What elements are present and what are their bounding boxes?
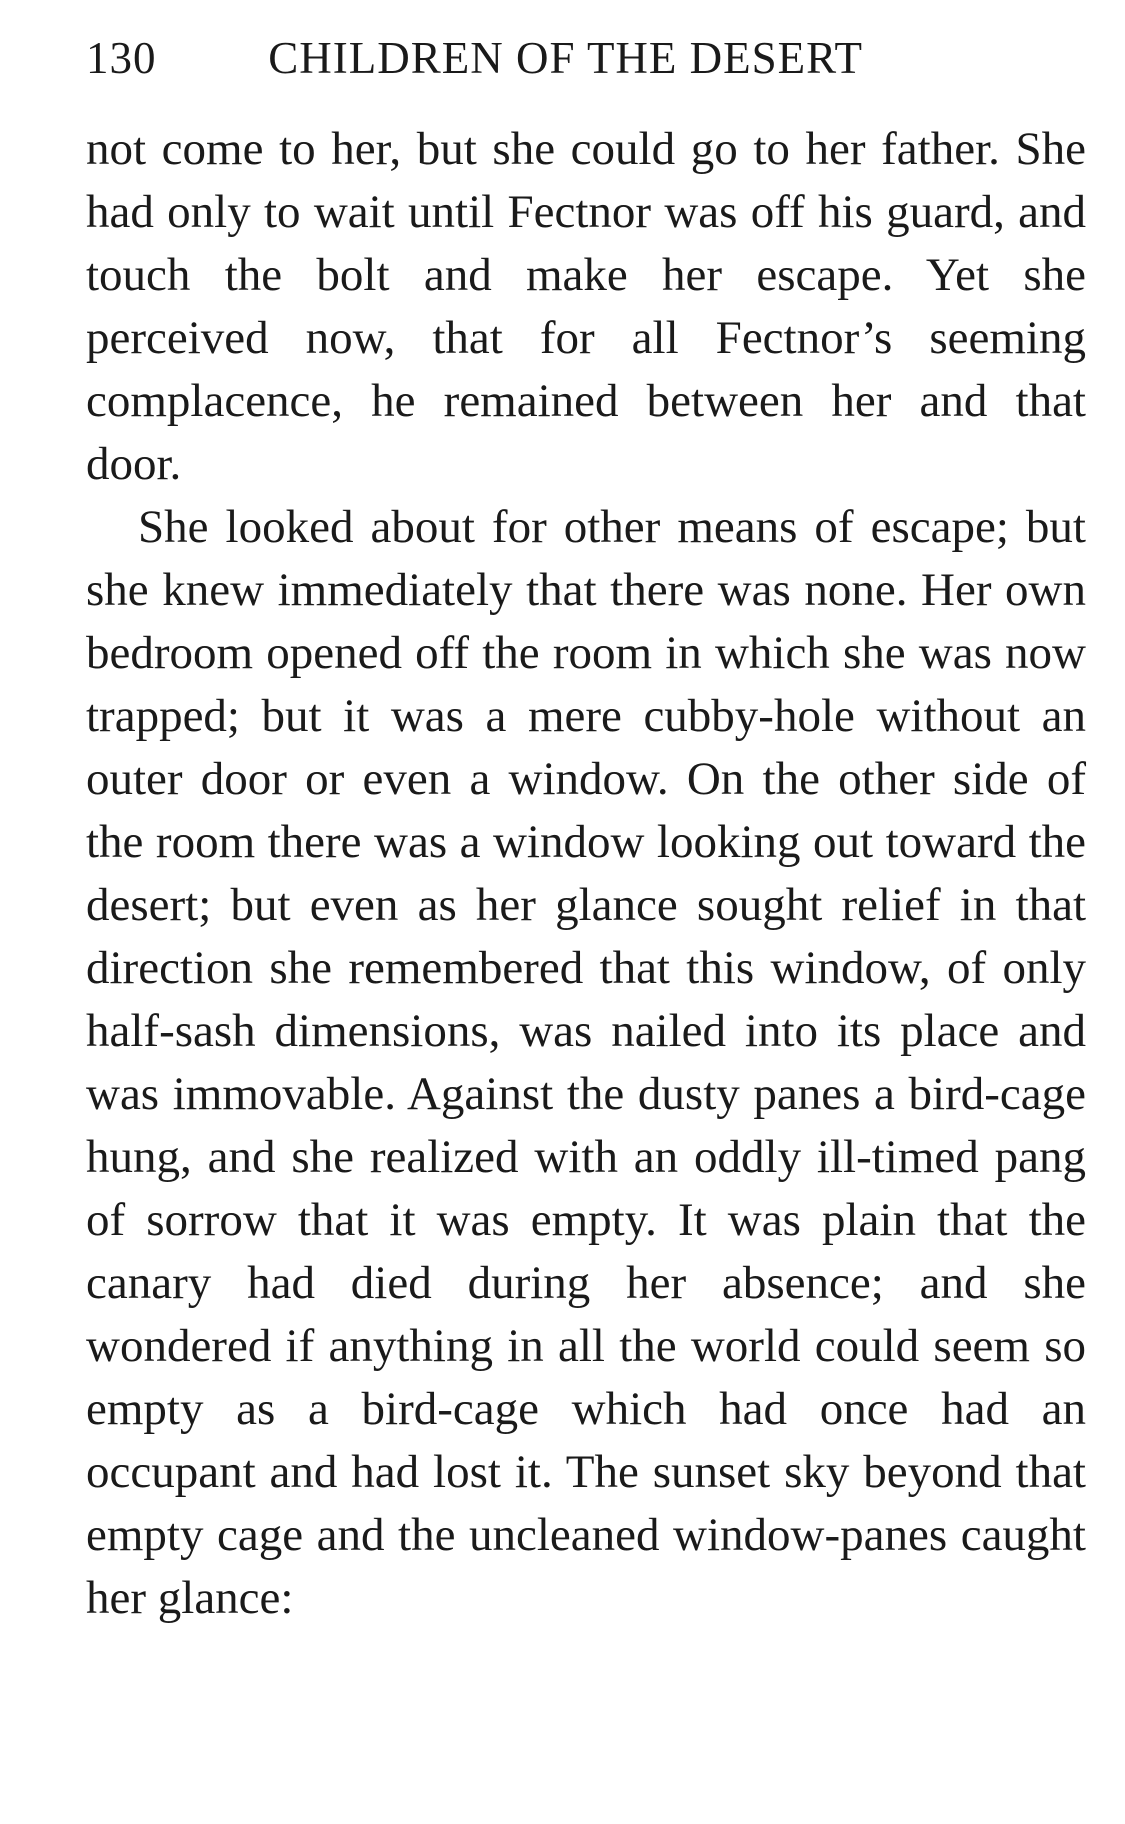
running-head — [86, 28, 1086, 88]
paragraph-continued: not come to her, but she could go to her father. She had only to wait until Fectnor was off his guard, and touch the bolt and make her escape. Yet she perceived now, that for all Fectnor’s seeming complacence, he remained between her and that door. — [86, 123, 1086, 490]
page-number: 130 — [86, 33, 157, 83]
book-title: CHILDREN OF THE DESERT — [268, 33, 863, 83]
paragraph-escape: She looked about for other means of escape; but she knew immediately that there was none. Her own bedroom opened off the room in which she was now trapped; but it was a mere cubby-hole without an outer door or even a window. On the other side of the room there was a window looking out toward the desert; but even as her glance sought relief in that direction she remembered that this window, of only half-sash dimensions, was nailed into its place and was immovable. Against the dusty panes a bird-cage hung, and she realized with an oddly ill-timed pang of sorrow that it was empty. It was plain that the canary had died during her absence; and she wondered if anything in all the world could seem so empty as a bird-cage which had once had an occupant and had lost it. The sunset sky beyond that empty cage and the uncleaned window-panes caught her glance: — [86, 501, 1086, 1624]
body-text — [86, 118, 1086, 1630]
